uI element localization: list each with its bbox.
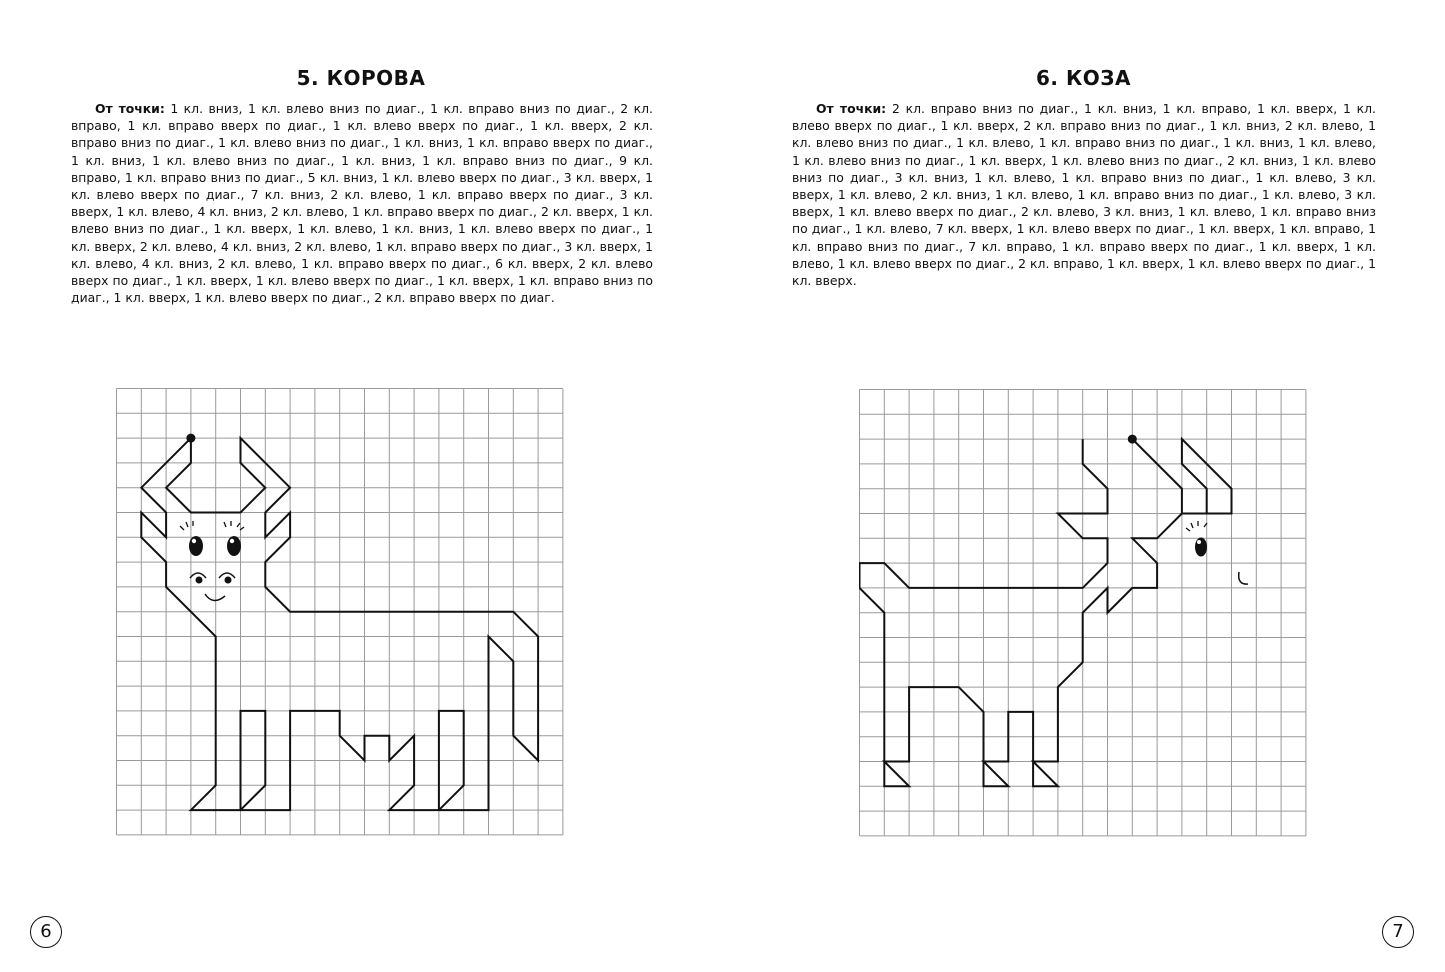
instructions-body: 2 кл. вправо вниз по диаг., 1 кл. вниз, 1 кл. вправо, 1 кл. вверх, 1 кл. влево вверх по диаг., 1 кл. вверх, 2 кл. вправо вниз по диаг., 1 кл. вниз, 2 кл. влево, 1 кл. влево вниз по диаг., 1 кл. влево, 1 кл. вправо вниз по диаг., 1 кл. вниз, 1 кл. влево, 1 кл. влево вниз по диаг., 1 кл. вверх, 1 кл. влево вниз по диаг., 2 кл. вниз, 1 кл. влево вниз по диаг., 3 кл. вниз, 1 кл. влево, 1 кл. вправо вниз по диаг., 1 кл. влево, 3 кл. вверх, 1 кл. влево, 2 кл. вниз, 1 кл. влево, 1 кл. вправо вниз по диаг., 1 кл. влево, 3 кл. вверх, 1 кл. влево вверх по диаг., 2 кл. влево, 3 кл. вниз, 1 кл. влево, 1 кл. вправо вниз по диаг., 1 кл. влево, 7 кл. вверх, 1 кл. влево вверх по диаг., 1 кл. вверх, 1 кл. вправо, 1 кл. вправо вниз по диаг., 7 кл. вправо, 1 кл. вправо вверх по диаг., 1 кл. вверх, 1 кл. влево, 1 кл. влево вверх по диаг., 2 кл. вправо, 1 кл. вверх, 1 кл. влево вверх по диаг., 1 кл. вверх. bbox=[792, 101, 1376, 289]
right-page bbox=[722, 0, 1445, 972]
start-dot bbox=[1128, 435, 1137, 444]
start-dot bbox=[186, 434, 195, 443]
goat-grid-drawing bbox=[859, 389, 1307, 839]
left-page bbox=[0, 0, 722, 972]
instructions-lead: От точки: bbox=[95, 101, 165, 116]
cow-grid-drawing bbox=[116, 388, 564, 838]
page-title: 5. КОРОВА bbox=[296, 66, 426, 90]
instructions-text bbox=[792, 100, 1376, 289]
instructions-text bbox=[71, 100, 653, 306]
page-title: 6. КОЗА bbox=[1035, 66, 1131, 90]
cow-face bbox=[180, 521, 244, 601]
instructions-lead: От точки: bbox=[816, 101, 887, 116]
goat-face bbox=[1186, 521, 1248, 584]
page-number: 6 bbox=[30, 916, 62, 948]
instructions-body: 1 кл. вниз, 1 кл. влево вниз по диаг., 1 кл. вправо вниз по диаг., 2 кл. вправо, 1 кл. вправо вверх по диаг., 1 кл. влево вверх по диаг., 1 кл. вверх, 2 кл. вправо вниз по диаг., 1 кл. влево вниз по диаг., 1 кл. вниз, 1 кл. вправо вверх по диаг., 1 кл. вниз, 1 кл. влево вниз по диаг., 1 кл. вниз, 1 кл. вправо вниз по диаг., 9 кл. вправо, 1 кл. вправо вниз по диаг., 5 кл. вниз, 1 кл. влево вверх по диаг., 3 кл. вверх, 1 кл. влево вверх по диаг., 7 кл. вниз, 2 кл. влево, 1 кл. вправо вверх по диаг., 3 кл. вверх, 1 кл. влево, 4 кл. вниз, 2 кл. влево, 1 кл. вправо вверх по диаг., 2 кл. вверх, 1 кл. влево вниз по диаг., 1 кл. вверх, 1 кл. влево, 1 кл. вниз, 1 кл. влево вверх по диаг., 1 кл. вверх, 2 кл. влево, 4 кл. вниз, 2 кл. влево, 1 кл. вправо вверх по диаг., 3 кл. вверх, 1 кл. влево, 4 кл. вниз, 2 кл. влево, 1 кл. вправо вверх по диаг., 6 кл. вверх, 2 кл. влево вверх по диаг., 1 кл. вверх, 1 кл. влево вверх по диаг., 1 кл. вверх, 1 кл. вправо вниз по диаг., 1 кл. вверх, 1 кл. влево вверх по диаг., 2 кл. вправо вверх по диаг. bbox=[71, 101, 653, 306]
page-number: 7 bbox=[1382, 916, 1414, 948]
